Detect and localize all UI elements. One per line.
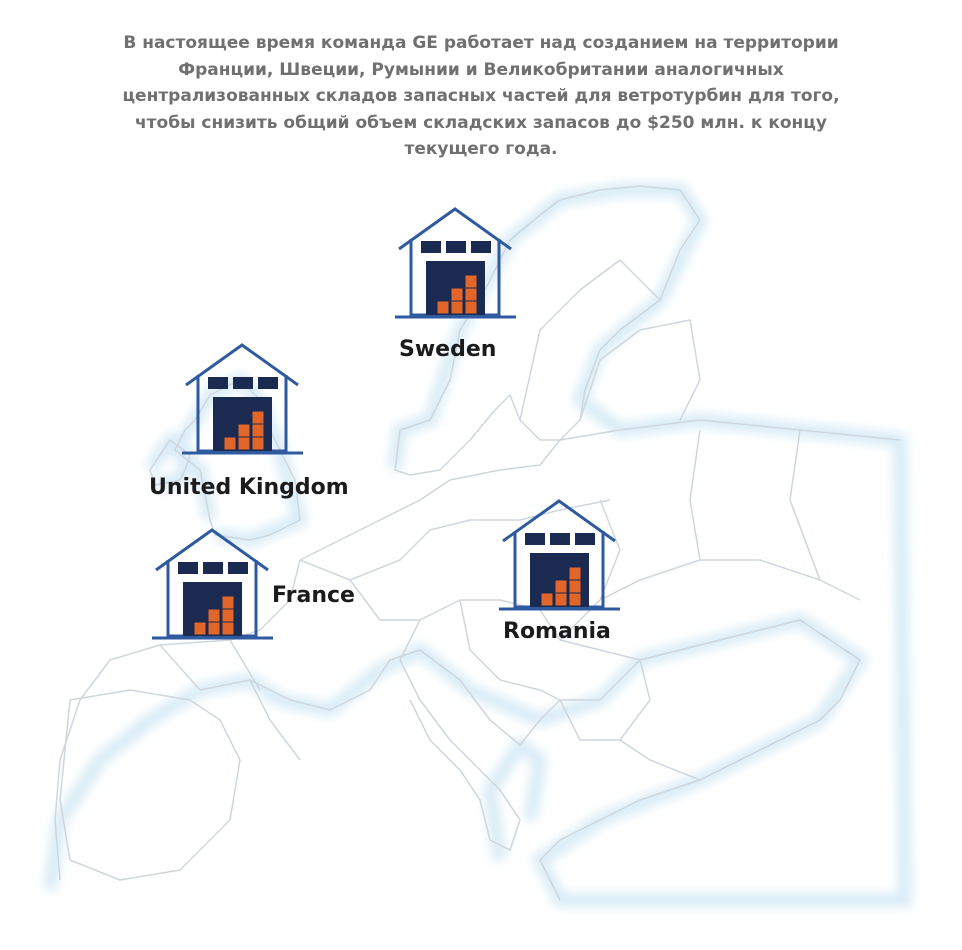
warehouse-label-romania: Romania [503, 619, 611, 644]
warehouse-icon-uk [180, 341, 305, 459]
warehouse-label-sweden: Sweden [399, 337, 497, 362]
warehouse-icon-sweden [393, 205, 518, 323]
warehouse-icon-romania [497, 497, 622, 615]
warehouse-label-uk: United Kingdom [149, 475, 349, 500]
warehouse-label-france: France [272, 583, 355, 608]
caption-text: В настоящее время команда GE работает над созданием на территории Франции, Швеции, Румынии и Великобритании аналогичных централизованных складов запасных частей для ветротурбин для того, чтобы снизить общий объем складских запасов до $250 млн. к концу текущего года. [122, 33, 840, 159]
warehouse-icon-france [150, 526, 275, 644]
